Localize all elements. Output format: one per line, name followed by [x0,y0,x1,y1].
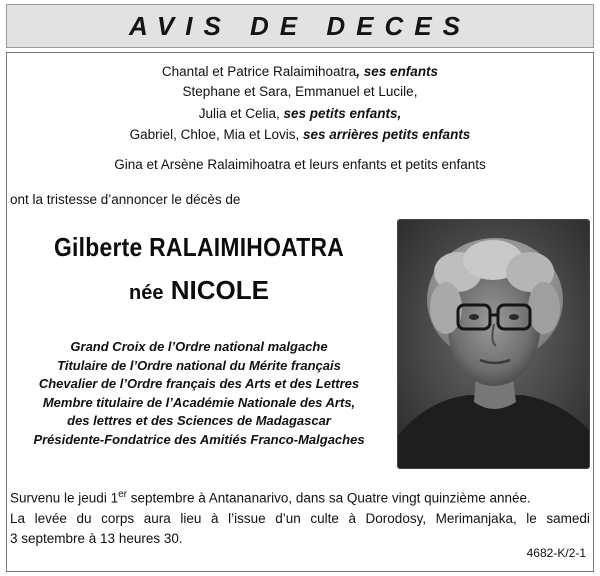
family-line: Julia et Celia, ses petits enfants, [198,106,402,121]
honor-line: Chevalier de l’Ordre français des Arts et des Lettres [38,376,360,392]
deceased-name: Gilberte RALAIMIHOATRA [53,232,345,262]
reference-code: 4682-K/2-1 [526,546,586,560]
maiden-name: née NICOLE [129,275,269,305]
honor-line: Présidente-Fondatrice des Amitiés Franco-Malgaches [33,431,365,447]
announcement-text: ont la tristesse d’annoncer le décès de [10,192,241,207]
honor-line: Titulaire de l’Ordre national du Mérite français [57,357,341,373]
family-line: Gina et Arsène Ralaimihoatra et leurs enfants et petits enfants [114,157,486,172]
family-line: Gabriel, Chloe, Mia et Lovis, ses arrières petits enfants [129,127,471,142]
header-banner [6,4,594,48]
ceremony-date: 3 septembre à 13 heures 30. [10,530,183,546]
honor-line: Membre titulaire de l’Académie Nationale des Arts, [42,394,356,410]
funeral-details [10,485,590,549]
honor-line: des lettres et des Sciences de Madagascar [67,413,331,429]
family-line: Chantal et Patrice Ralaimihoatra, ses enfants [161,64,439,79]
family-line: Stephane et Sara, Emmanuel et Lucile, [182,84,418,99]
portrait-photo [397,219,590,469]
death-info: Survenu le jeudi 1er septembre à Antananarivo, dans sa Quatre vingt quinzième année. [10,489,531,506]
honor-line: Grand Croix de l’Ordre national malgache [70,339,328,354]
ceremony-info: La levée du corps aura lieu à l’issue d’un culte à Dorodosy, Merimanjaka, le samedi [10,510,590,526]
honors-list [10,338,388,450]
page-title: AVIS DE DECES [129,10,471,41]
